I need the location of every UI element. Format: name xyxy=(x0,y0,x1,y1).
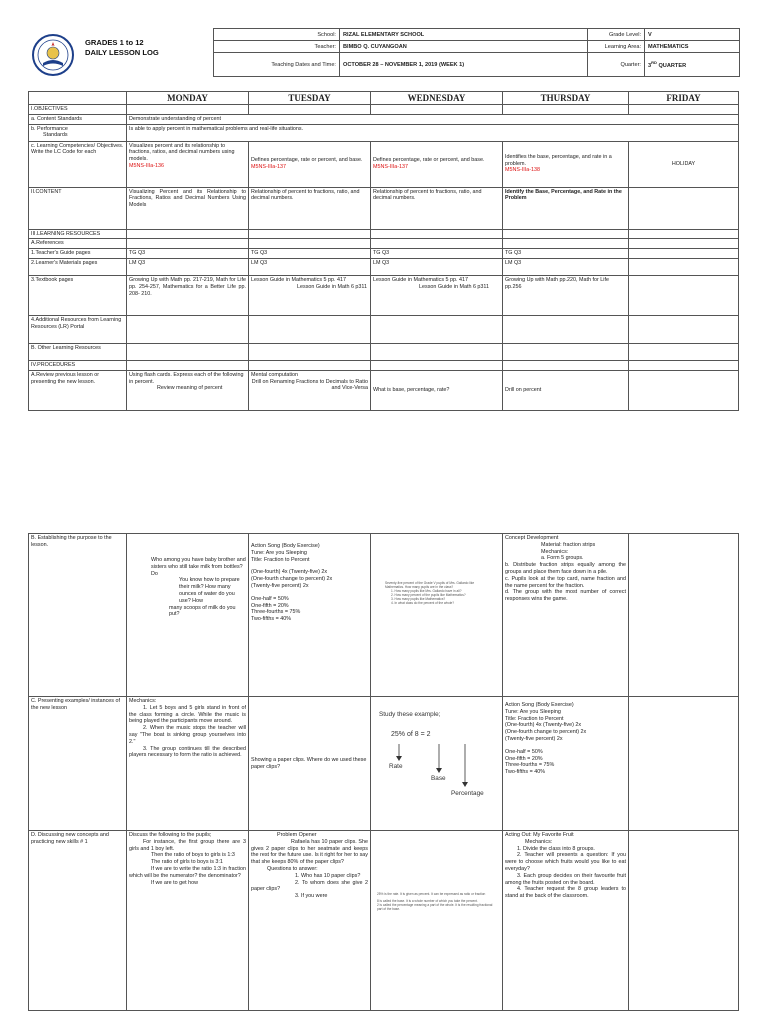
review-thursday: Drill on percent xyxy=(503,370,629,410)
table-row xyxy=(29,114,739,124)
other-resources-label: B. Other Learning Resources xyxy=(29,343,127,360)
review-label: A.Review previous lesson or presenting the new lesson. xyxy=(29,370,127,410)
discussing-tuesday: Problem Opener Rafaela has 10 paper clips. She gives 2 paper clips to her seatmate and keeps the rest for the future use. Is it right for her to say that she keeps 80% of the paper clips? Questions to answer: 1. Who has 10 paper clips? 2. To whom does she give 2 paper clips? 3. If you were xyxy=(249,831,371,1011)
day-wednesday: WEDNESDAY xyxy=(371,92,503,105)
procedures-label: IV.PROCEDURES xyxy=(29,360,127,370)
presenting-wednesday xyxy=(371,697,503,831)
header xyxy=(28,28,738,76)
example-base-label: Base xyxy=(431,775,446,782)
lesson-table xyxy=(28,91,739,411)
lm-thursday: LM Q3 xyxy=(503,258,629,275)
review-tuesday: Mental computation Drill on Renaming Fractions to Decimals to Ratio and Vice-Versa xyxy=(249,370,371,410)
base-rate-example xyxy=(379,712,499,807)
table-row xyxy=(29,141,739,187)
teacher-label: Teacher: xyxy=(214,41,340,53)
tg-thursday: TG Q3 xyxy=(503,249,629,259)
lm-tuesday: LM Q3 xyxy=(249,258,371,275)
table-row xyxy=(29,275,739,315)
content-thursday: Identify the Base, Percentage, and Rate in the Problem xyxy=(503,187,629,229)
lm-wednesday: LM Q3 xyxy=(371,258,503,275)
quarter-value: 3RD QUARTER xyxy=(645,53,740,77)
discussing-thursday: Acting Out: My Favorite Fruit Mechanics: 1. Divide the class into 8 groups. 2. Teacher will presents a question: If you were to choose which fruits would you like to eat everyday? 3. Each group decides on their favourite fruit among the fruits posted on the board. 4. Teacher request the 8 group leaders to stand at the back of the classroom. xyxy=(503,831,629,1011)
lesson-table-continued xyxy=(28,533,739,1011)
review-monday: Using flash cards. Express each of the following in percent. Review meaning of percent xyxy=(127,370,249,410)
competency-thursday: Identifies the base, percentage, and rate in a problem. M5NS-IIIa-138 xyxy=(503,141,629,187)
lesson-log-page-1 xyxy=(0,0,768,440)
dates-value: OCTOBER 28 – NOVEMBER 1, 2019 (WEEK 1) xyxy=(340,53,588,77)
area-label: Learning Area: xyxy=(588,41,645,53)
competency-friday: HOLIDAY xyxy=(629,141,739,187)
table-row xyxy=(29,124,739,141)
day-monday: MONDAY xyxy=(127,92,249,105)
table-row xyxy=(29,370,739,410)
area-value: MATHEMATICS xyxy=(645,41,740,53)
dates-label: Teaching Dates and Time: xyxy=(214,53,340,77)
day-thursday: THURSDAY xyxy=(503,92,629,105)
purpose-thursday: Concept Development Material: fraction strips Mechanics: a. Form 5 groups. b. Distribute fraction strips equally among the groups and place them face down in a pile. c. Pupils look at the top card, name fraction and the name percent for the fraction. d. The group with the most number of correct responses wins the game. xyxy=(503,534,629,697)
definitions-image: 25% is the rate. It is given as percent. It can be expressed as ratio or fraction 8 is called the base. It is a whole number of which you take the percent. 2 is called the percentage meaning a part of the whole. It is the resulting fractional part of the base. xyxy=(377,892,493,911)
table-row xyxy=(29,249,739,259)
table-row xyxy=(29,239,739,249)
example-percentage-label: Percentage xyxy=(451,790,484,797)
title-block xyxy=(85,38,159,58)
day-friday: FRIDAY xyxy=(629,92,739,105)
performance-standards-label: b. Performance Standards xyxy=(29,124,127,141)
competency-wednesday: Defines percentage, rate or percent, and base. M5NS-IIIa-137 xyxy=(371,141,503,187)
example-equation: 25% of 8 = 2 xyxy=(391,731,431,738)
grade-value: V xyxy=(645,29,740,41)
presenting-label: C. Presenting examples/ instances of the new lesson xyxy=(29,697,127,831)
content-label: II.CONTENT xyxy=(29,187,127,229)
purpose-wednesday xyxy=(371,534,503,697)
textbook-tuesday: Lesson Guide in Mathematics 5 pp. 417 Lesson Guide in Math 6 p311 xyxy=(249,275,371,315)
table-row xyxy=(29,315,739,343)
purpose-monday: Who among you have baby brother and sisters who still take milk from bottles? Do You know how to prepare their milk? How many ounces of water do you use? How many scoops of milk do you put? xyxy=(127,534,249,697)
title-dll: DAILY LESSON LOG xyxy=(85,48,159,57)
lm-label: 2.Learner's Materials pages xyxy=(29,258,127,275)
title-grades: GRADES 1 to 12 xyxy=(85,38,144,47)
table-row xyxy=(29,831,739,1011)
content-standards-value: Demonstrate understanding of percent xyxy=(127,114,739,124)
quarter-label: Quarter: xyxy=(588,53,645,77)
teacher-value: BIMBO Q. CUYANGOAN xyxy=(340,41,588,53)
performance-standards-value: Is able to apply percent in mathematical problems and real-life situations. xyxy=(127,124,739,141)
purpose-label: B. Establishing the purpose to the lesson. xyxy=(29,534,127,697)
content-tuesday: Relationship of percent to fractions, ratio, and decimal numbers. xyxy=(249,187,371,229)
purpose-tuesday: Action Song (Body Exercise) Tune: Are you Sleeping Title: Fraction to Percent (One-fourth) 4x (Twenty-five) 2x (One-fourth change to percent) 2x (Twenty-five percent) 2x One-half = 50% One-fifth = 20% Three-fourths = 75% Two-fifths = 40% xyxy=(249,534,371,697)
presenting-tuesday: Showing a paper clips. Where do we used these paper clips? xyxy=(249,697,371,831)
textbook-monday: Growing Up with Math pp. 217-219, Math for Life pp. 254-257, Mathematics for a Better Life pp. 208- 210. xyxy=(127,275,249,315)
deped-seal-icon xyxy=(31,33,75,77)
review-wednesday: What is base, percentage, rate? xyxy=(371,370,503,410)
textbook-wednesday: Lesson Guide in Mathematics 5 pp. 417 Lesson Guide in Math 6 p311 xyxy=(371,275,503,315)
competency-monday: Visualizes percent and its relationship to fractions, ratios, and decimal numbers using models. M5NS-IIIa-136 xyxy=(127,141,249,187)
textbook-thursday: Growing Up with Math pp.220, Math for Life pp.256 xyxy=(503,275,629,315)
content-monday: Visualizing Percent and its Relationship to Fractions, Ratios and Decimal Numbers Using Models xyxy=(127,187,249,229)
textbook-label: 3.Textbook pages xyxy=(29,275,127,315)
info-table xyxy=(213,28,740,77)
competencies-label: c. Learning Competencies/ Objectives. Write the LC Code for each xyxy=(29,141,127,187)
competency-tuesday: Defines percentage, rate or percent, and base. M5NS-IIIa-137 xyxy=(249,141,371,187)
table-row xyxy=(29,697,739,831)
tg-wednesday: TG Q3 xyxy=(371,249,503,259)
resources-label: III.LEARNING RESOURCES xyxy=(29,229,127,239)
grade-label: Grade Level: xyxy=(588,29,645,41)
tg-tuesday: TG Q3 xyxy=(249,249,371,259)
additional-resources-label: 4.Additional Resources from Learning Resources (LR) Portal xyxy=(29,315,127,343)
presenting-monday: Mechanics: 1. Let 5 boys and 5 girls stand in front of the class forming a circle. While the music is being played the participants move around. 2. When the music stops the teacher will say "The boat is sinking group yourselves into 2." 3. The group continues till the described players necessary to form the ratio is achieved. xyxy=(127,697,249,831)
content-standards-label: a. Content Standards xyxy=(29,114,127,124)
discussing-wednesday xyxy=(371,831,503,1011)
content-wednesday: Relationship of percent to fractions, ratio, and decimal numbers. xyxy=(371,187,503,229)
school-label: School: xyxy=(214,29,340,41)
school-value: RIZAL ELEMENTARY SCHOOL xyxy=(340,29,588,41)
days-header-row xyxy=(29,92,739,105)
table-row xyxy=(29,187,739,229)
table-row xyxy=(29,534,739,697)
example-title: Study these example; xyxy=(379,711,441,718)
discussing-label: D. Discussing new concepts and practicing new skills # 1 xyxy=(29,831,127,1011)
table-row xyxy=(29,229,739,239)
word-problem-image: Seventy-five percent of the Grade V pupils of Mrs. Gallardo like Mathematics. How many pupils are in the class? 1. How many pupils like Mrs. Gallardo have in all? 2. How many percent of the pupils like Mathematics? 3. How many pupils like Mathematics? 4. In what class do the percent of the whole? xyxy=(385,581,475,605)
lesson-log-page-2 xyxy=(0,525,768,1024)
example-rate-label: Rate xyxy=(389,763,403,770)
lm-monday: LM Q3 xyxy=(127,258,249,275)
table-row xyxy=(29,360,739,370)
tg-label: 1.Teacher's Guide pages xyxy=(29,249,127,259)
table-row xyxy=(29,258,739,275)
discussing-monday: Discuss the following to the pupils; For instance, the first group there are 3 girls and 1 boy left. Then the ratio of boys to girls is 1:3 The ratio of girls to boys is 3:1 If we are to write the ratio 1:3 in fraction which will be the numerator? the denominator? If we are to get how xyxy=(127,831,249,1011)
references-label: A.References xyxy=(29,239,127,249)
table-row xyxy=(29,105,739,115)
table-row xyxy=(29,343,739,360)
objectives-label: I.OBJECTIVES xyxy=(29,105,127,115)
presenting-thursday: Action Song (Body Exercise) Tune: Are you Sleeping Title: Fraction to Percent (One-fourth) 4x (Twenty-five) 2x (One-fourth change to percent) 2x (Twenty-five percent) 2x One-half = 50% One-fifth = 20% Three-fourths = 75% Two-fifths = 40% xyxy=(503,697,629,831)
day-tuesday: TUESDAY xyxy=(249,92,371,105)
tg-monday: TG Q3 xyxy=(127,249,249,259)
